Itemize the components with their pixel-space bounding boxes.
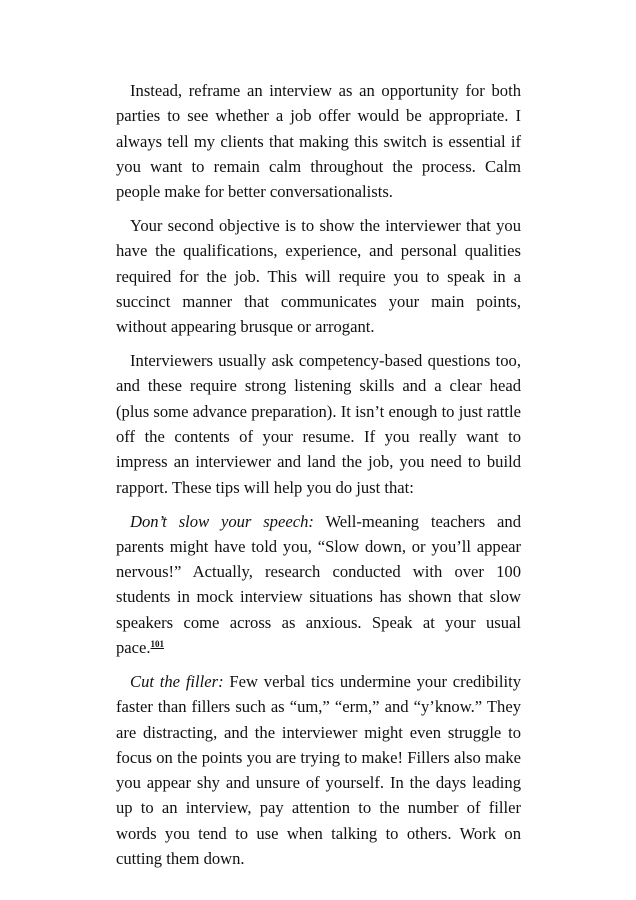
tip-heading-dont-slow-speech: Don’t slow your speech: xyxy=(130,511,314,531)
tip-heading-cut-filler: Cut the filler: xyxy=(130,671,224,691)
paragraph-second-objective: Your second objective is to show the interviewer that you have the qualifications, experience, and personal qualities required for the job. This will require you to speak in a succinct manner that communicates your main points, without appearing brusque or arrogant. xyxy=(116,216,521,337)
tip-dont-slow-speech xyxy=(116,509,521,661)
tip-cut-filler xyxy=(116,669,521,871)
tip-body-cut-filler: Few verbal tics undermine your credibility faster than fillers such as “um,” “erm,” and “y’know.” They are distracting, and the interviewer might even struggle to focus on the points you are trying to make! Fillers also make you appear shy and unsure of yourself. In the days leading up to an interview, pay attention to the number of filler words you tend to use when talking to others. Work on cutting them down. xyxy=(116,671,522,868)
tip-body-dont-slow-speech: Well-meaning teachers and parents might have told you, “Slow down, or you’ll appear nervous!” Actually, research conducted with over 100 students in mock interview situations has shown that slow speakers come across as anxious. Speak at your usual pace. xyxy=(116,511,521,658)
document-page xyxy=(116,78,521,880)
footnote-reference-link[interactable]: 101 xyxy=(150,639,165,650)
paragraph-competency-questions: Interviewers usually ask competency-based questions too, and these require strong listening skills and a clear head (plus some advance preparation). It isn’t enough to just rattle off the contents of your resume. If you really want to impress an interviewer and land the job, you need to build rapport. These tips will help you do just that: xyxy=(116,351,521,497)
paragraph-reframe-interview: Instead, reframe an interview as an opportunity for both parties to see whether a job offer would be appropriate. I always tell my clients that making this switch is essential if you want to remain calm throughout the process. Calm people make for better conversationalists. xyxy=(116,81,521,202)
